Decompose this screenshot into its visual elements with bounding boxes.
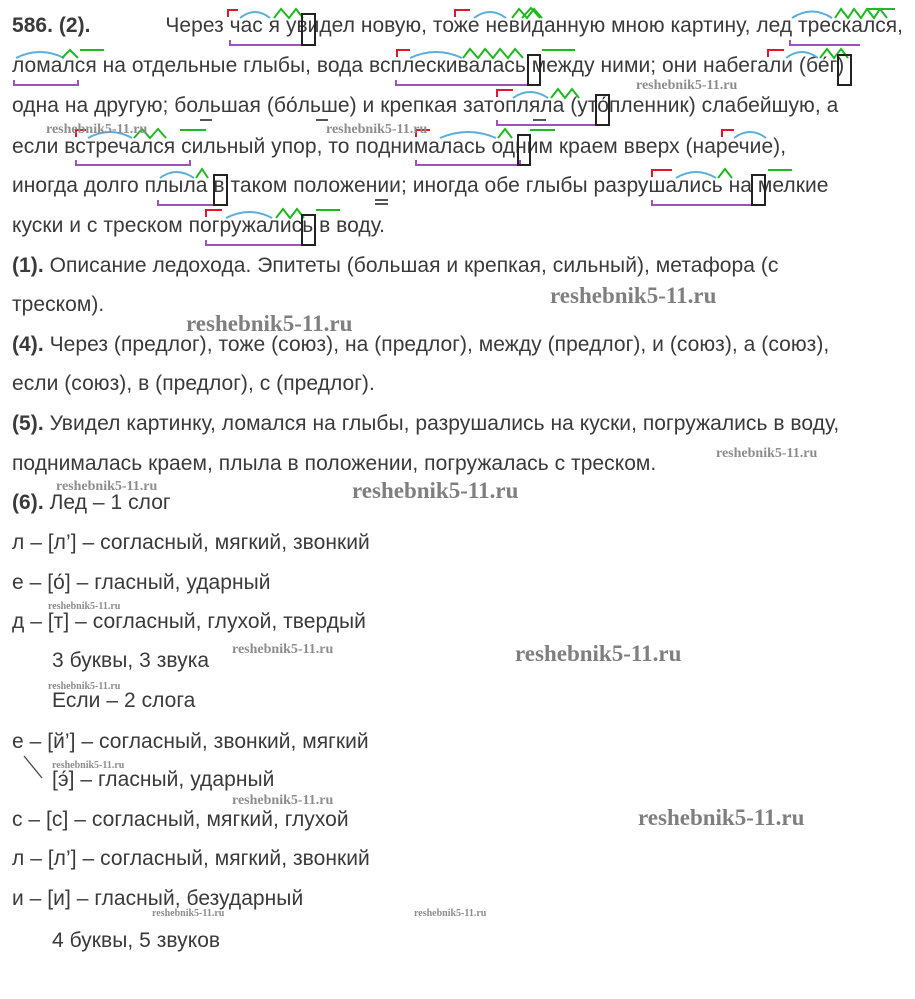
phonetic-row: е – [о́] – гласный, ударный: [12, 571, 271, 594]
phonetic-row: и – [и] – гласный, безударный: [12, 887, 304, 910]
para1-line-3: одна на другую; большая (бо́льше) и крепкая затопляла (уто́пленник) слабейшую, а: [12, 94, 839, 117]
base-bracket: [206, 240, 302, 245]
phonetic-connector: [24, 756, 42, 778]
phonetic-row: л – [л’] – согласный, мягкий, звонкий: [12, 531, 370, 554]
watermark: reshebnik5-11.ru: [186, 311, 353, 336]
task-tag-4: (4).: [12, 333, 44, 356]
watermark: reshebnik5-11.ru: [638, 805, 805, 830]
task-tag-6: (6).: [12, 491, 44, 514]
exercise-number: 586.: [12, 14, 53, 37]
phonetic-row: е – [й’] – согласный, звонкий, мягкий: [12, 730, 369, 753]
para1-line-4: если встречался сильный упор, то поднималась одним краем вверх (наречие),: [12, 135, 787, 158]
watermark: reshebnik5-11.ru: [56, 479, 158, 494]
watermark: reshebnik5-11.ru: [716, 446, 818, 461]
para4-line-1-text: Увидел картинку, ломался на глыбы, разрушались на куски, погружались в воду,: [49, 412, 840, 435]
para4-line-2: поднималась краем, плыла в положении, погружалась с треском.: [12, 452, 657, 475]
watermark: reshebnik5-11.ru: [326, 122, 428, 137]
para6-summary: 4 буквы, 5 звуков: [52, 929, 221, 952]
para1-line-5: иногда долго плыла в таком положении; иногда обе глыбы разрушались на мелкие: [12, 174, 829, 197]
base-bracket: [158, 200, 214, 205]
base-bracket: [652, 200, 752, 205]
para3-line-1: [12, 332, 829, 358]
para2-line-1-text: Описание ледохода. Эпитеты (большая и крепкая, сильный), метафора (с: [49, 254, 779, 277]
base-bracket: [76, 160, 190, 165]
base-bracket: [497, 120, 596, 125]
phonetic-row: д – [т] – согласный, глухой, твердый: [12, 610, 366, 633]
base-bracket: [396, 80, 528, 85]
para5-title: Лед – 1 слог: [49, 491, 171, 514]
para1-line-2: ломался на отдельные глыбы, вода всплескивалась между ними; они набегали (бе́г): [12, 54, 845, 77]
para5-summary: 3 буквы, 3 звука: [52, 649, 210, 672]
phonetic-row: [э́] – гласный, ударный: [52, 768, 275, 791]
phonetic-row: с – [с] – согласный, мягкий, глухой: [12, 808, 349, 831]
watermark: reshebnik5-11.ru: [48, 681, 121, 692]
phonetic-row: л – [л’] – согласный, мягкий, звонкий: [12, 847, 370, 870]
watermark: reshebnik5-11.ru: [515, 641, 682, 666]
watermark: reshebnik5-11.ru: [152, 908, 225, 919]
watermark: reshebnik5-11.ru: [414, 908, 487, 919]
watermark: reshebnik5-11.ru: [352, 478, 519, 503]
watermark: reshebnik5-11.ru: [48, 601, 121, 612]
watermark: reshebnik5-11.ru: [52, 760, 125, 771]
base-bracket: [230, 40, 302, 45]
watermark: reshebnik5-11.ru: [232, 793, 334, 808]
para6-title: Если – 2 слога: [52, 689, 196, 712]
para1-line-1: [12, 13, 903, 39]
task-tag-2: (2).: [58, 14, 91, 37]
para3-line-1-text: Через (предлог), тоже (союз), на (предлог), между (предлог), и (союз), а (союз),: [49, 333, 830, 356]
watermark: reshebnik5-11.ru: [232, 642, 334, 657]
para1-line-1-text: Через час я увидел новую, тоже невиданную мною картину, лед трескался,: [165, 14, 904, 37]
task-tag-5: (5).: [12, 412, 44, 435]
base-bracket: [416, 160, 520, 165]
watermark: reshebnik5-11.ru: [550, 283, 717, 308]
para4-line-1: [12, 411, 839, 437]
base-bracket: [790, 40, 860, 45]
task-tag-1: (1).: [12, 254, 44, 277]
para2-line-1: [12, 253, 778, 279]
watermark: reshebnik5-11.ru: [46, 122, 148, 137]
para3-line-2: если (союз), в (предлог), с (предлог).: [12, 372, 375, 395]
para2-line-2: треском).: [12, 293, 105, 316]
para1-line-6: куски и с треском погружались в воду.: [12, 214, 386, 237]
watermark: reshebnik5-11.ru: [636, 78, 738, 93]
base-bracket: [14, 80, 78, 85]
